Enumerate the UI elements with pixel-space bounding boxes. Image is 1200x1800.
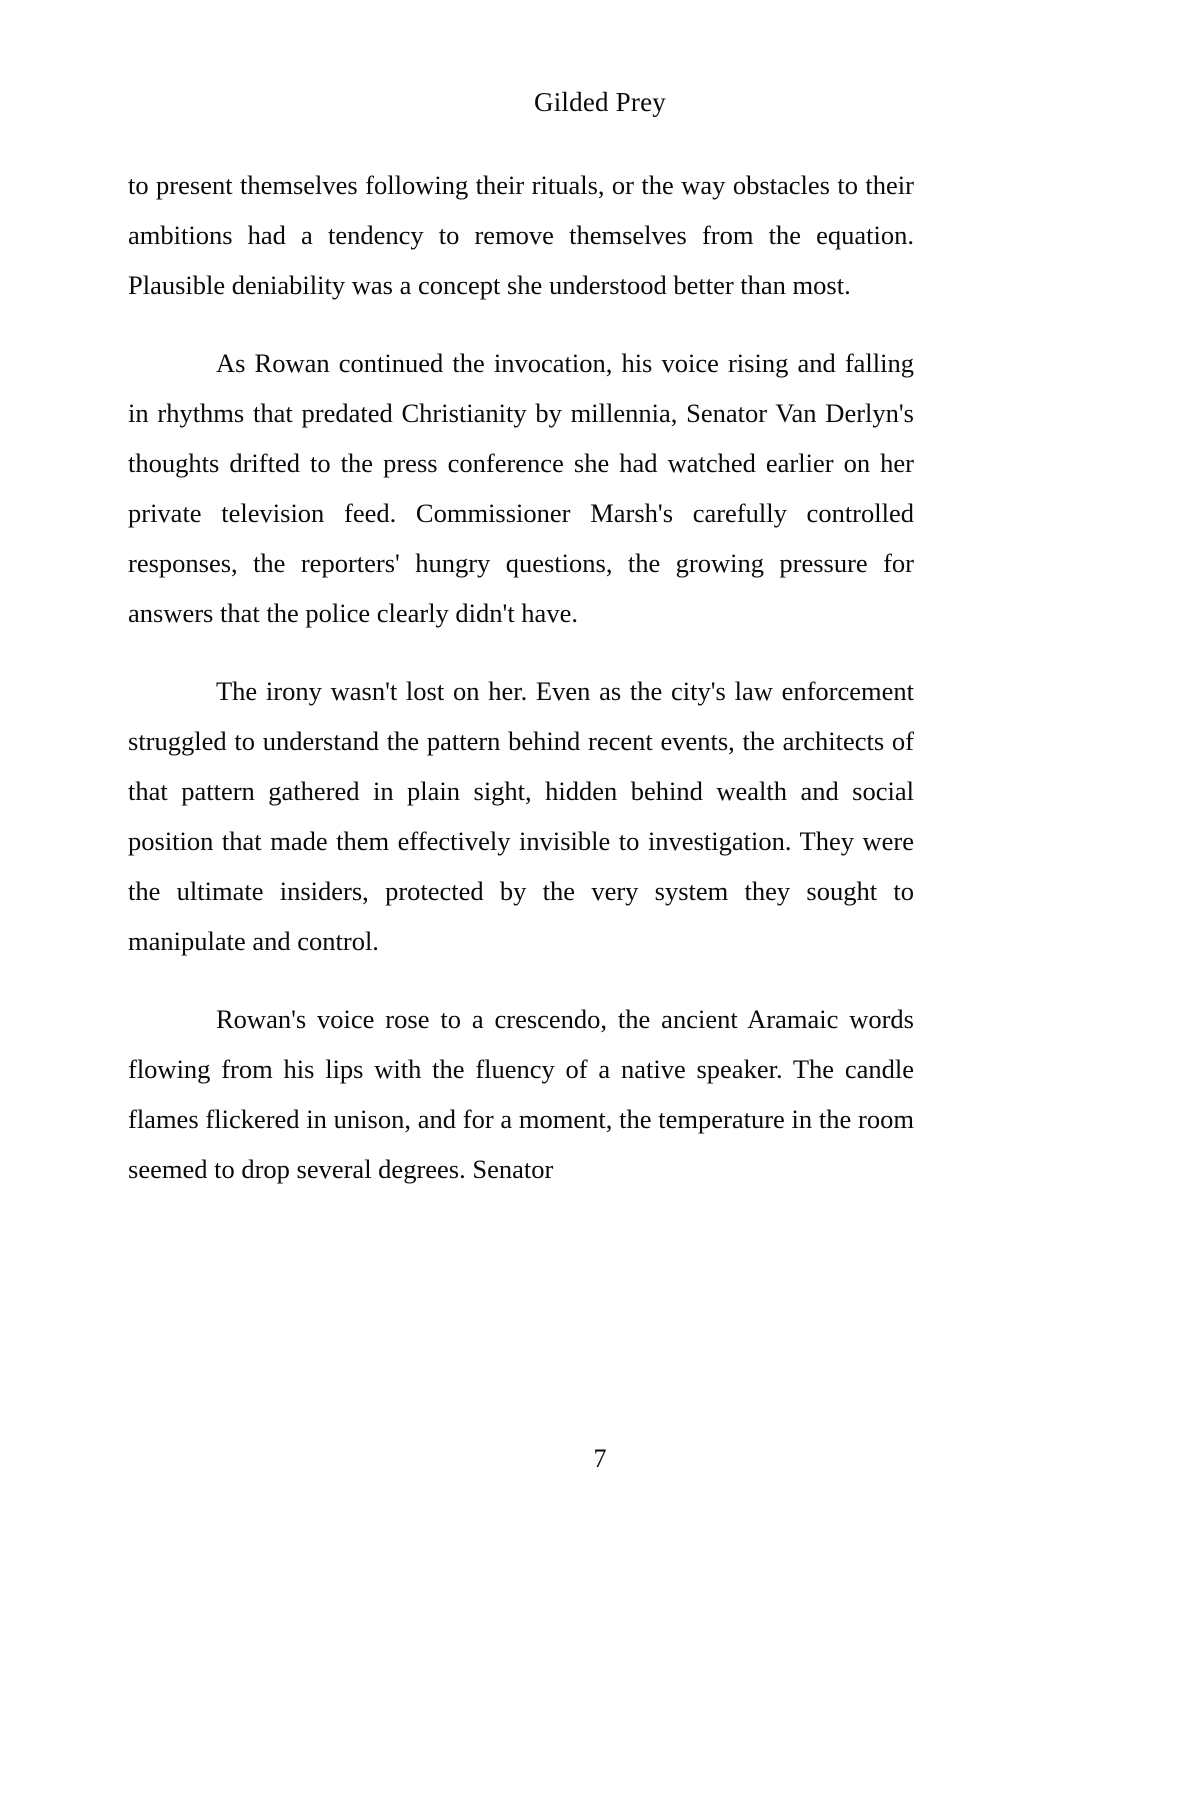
body-paragraph-2: As Rowan continued the invocation, his voice rising and falling in rhythms that predated Christianity by millennia, Senator Van Derlyn's thoughts drifted to the press conference she had watched earlier on her private television feed. Commissioner Marsh's carefully controlled responses, the reporters' hungry questions, the growing pressure for answers that the police clearly didn't have. [128,348,914,628]
running-head-title: Gilded Prey [534,87,666,117]
body-paragraph-4: Rowan's voice rose to a crescendo, the ancient Aramaic words flowing from his lips with the fluency of a native speaker. The candle flames flickered in unison, and for a moment, the temperature in the room seemed to drop several degrees. Senator [128,1004,914,1184]
page-number: 7 [593,1444,607,1473]
body-paragraph-1: to present themselves following their rituals, or the way obstacles to their ambitions had a tendency to remove themselves from the equation. Plausible deniability was a concept she understood better than most. [128,170,914,300]
body-text-block [128,160,914,1194]
body-paragraph-3: The irony wasn't lost on her. Even as the city's law enforcement struggled to understand the pattern behind recent events, the architects of that pattern gathered in plain sight, hidden behind wealth and social position that made them effectively invisible to investigation. They were the ultimate insiders, protected by the very system they sought to manipulate and control. [128,676,914,956]
